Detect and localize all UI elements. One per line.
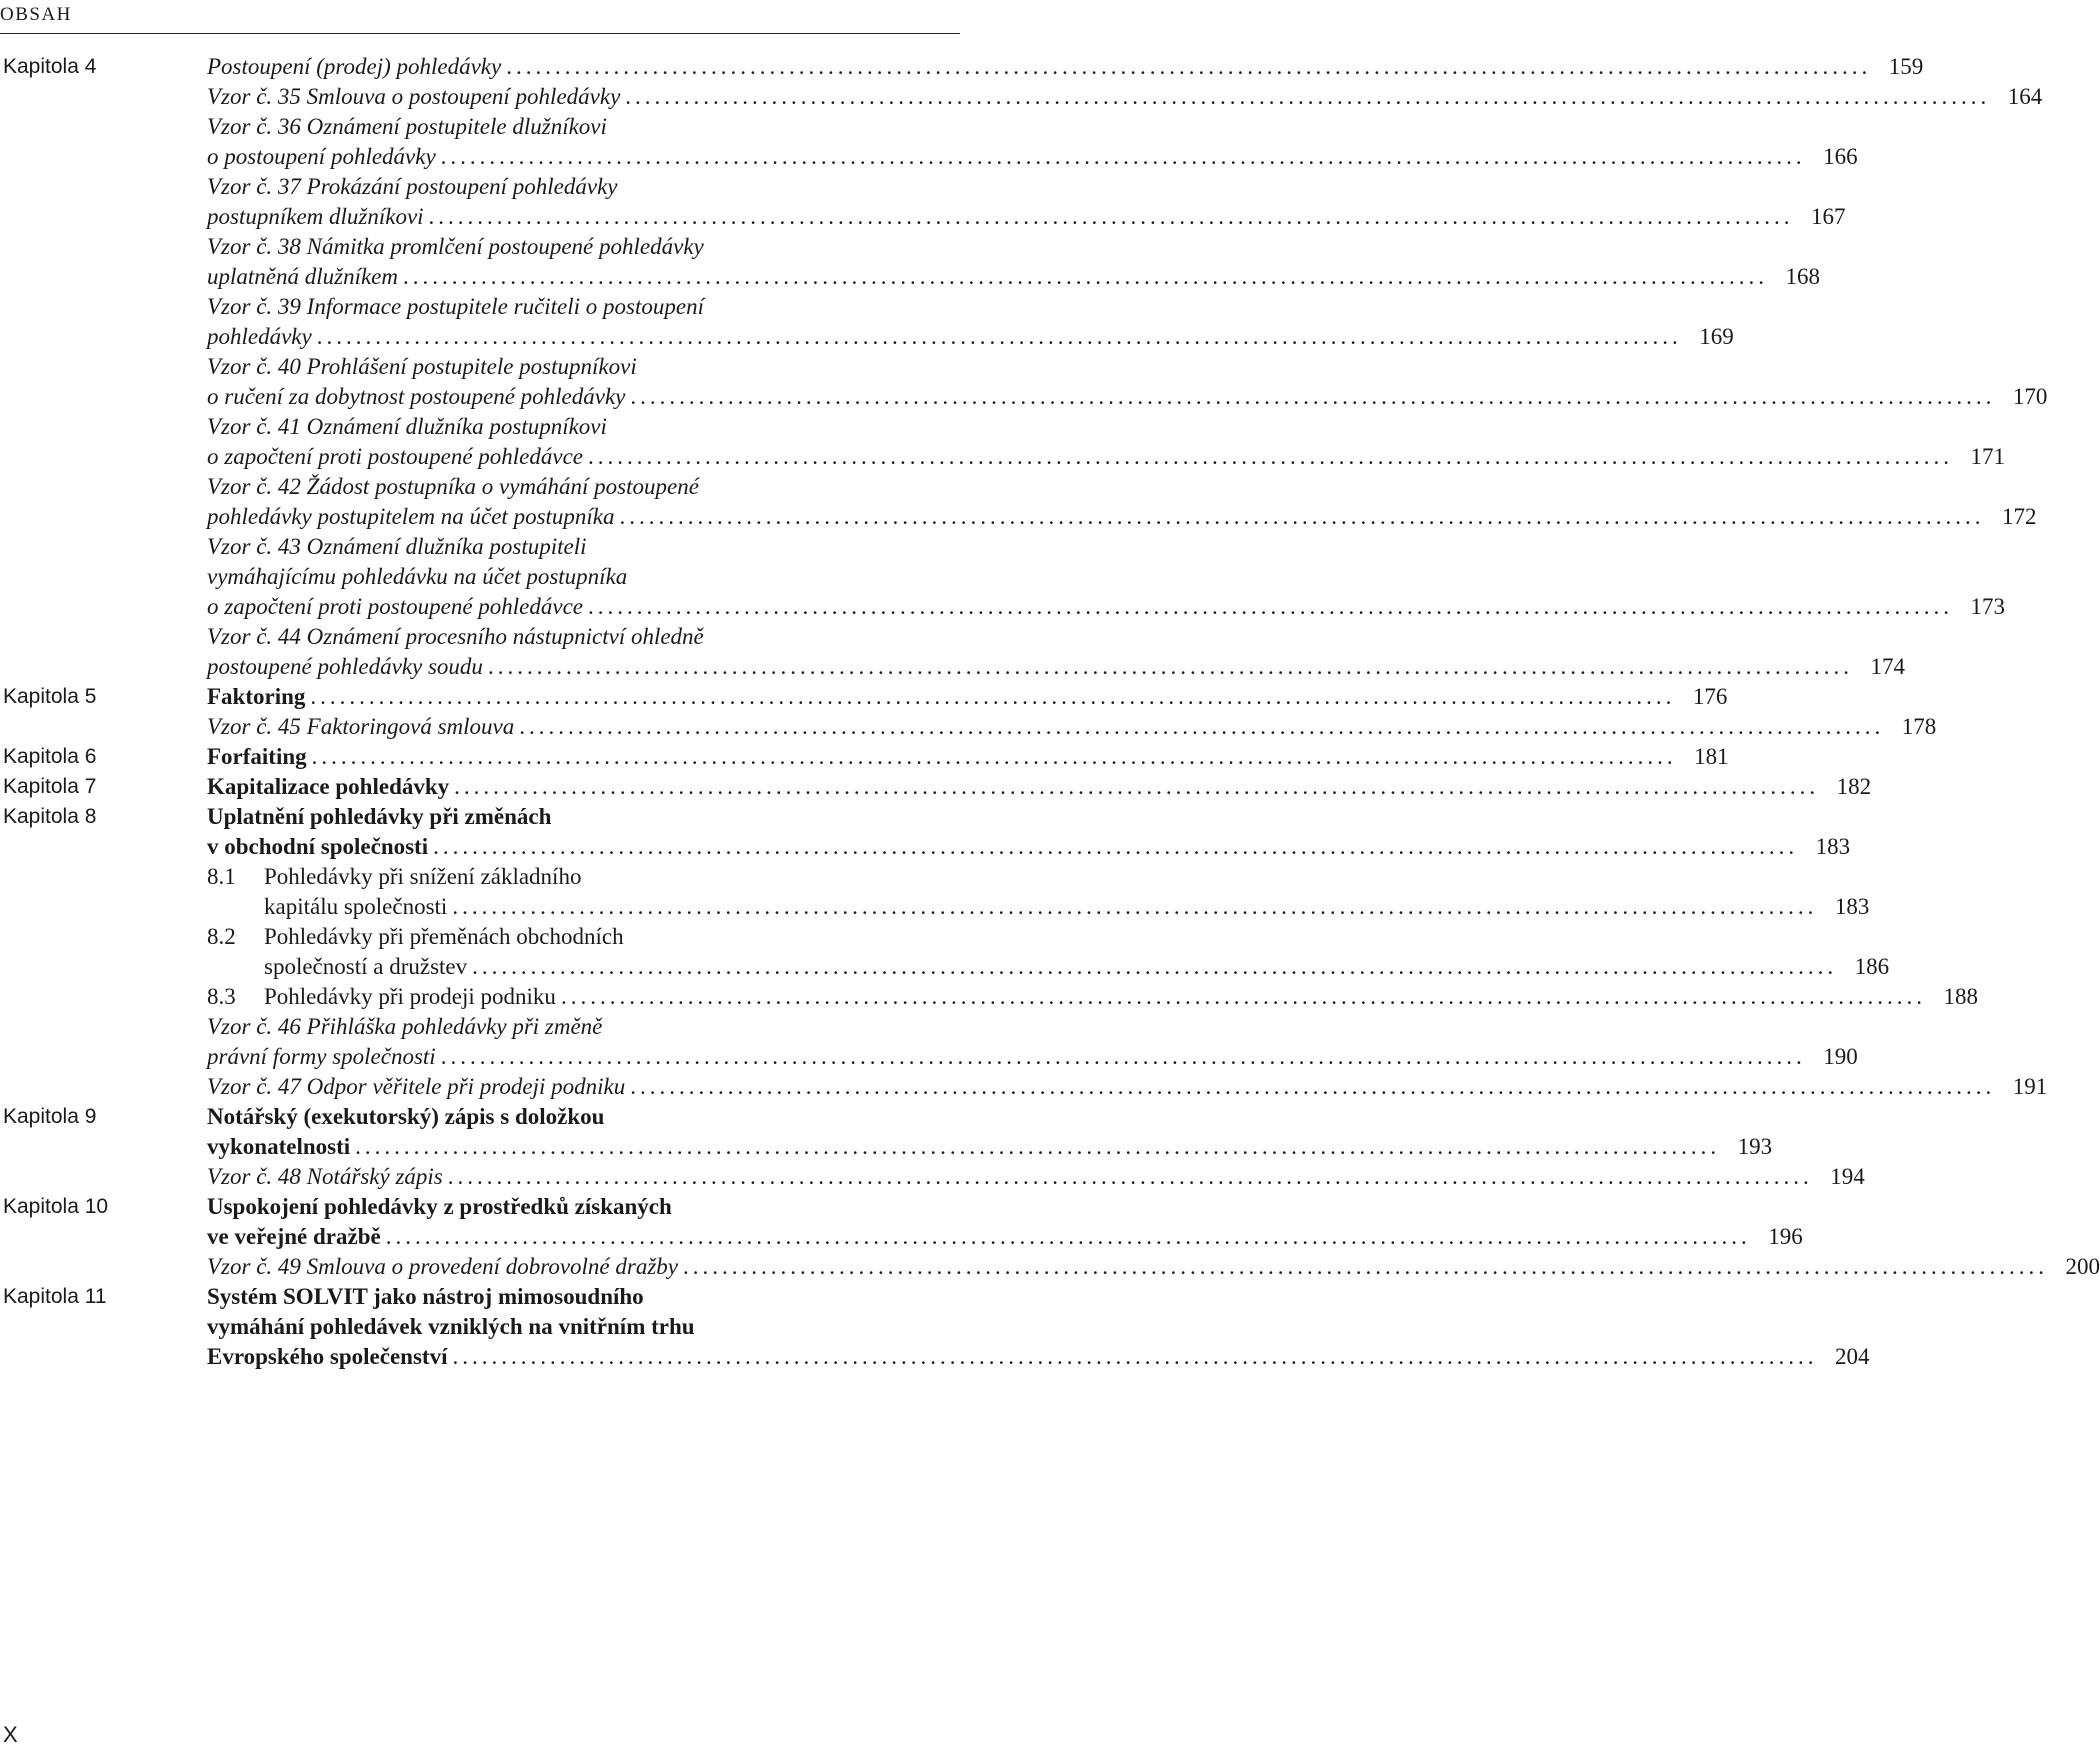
entry-title: vykonatelnosti [207, 1134, 351, 1159]
dot-leader: ............................................................................................................................................ [385, 1224, 1751, 1249]
entry-title: postupníkem dlužníkovi [207, 204, 424, 229]
entry-title: společností a družstev [264, 954, 468, 979]
entry-title: Vzor č. 49 Smlouva o provedení dobrovolné dražby [207, 1254, 678, 1279]
toc-entry[interactable] [0, 742, 1729, 772]
dot-leader: ............................................................................................................................................ [311, 744, 1677, 769]
entry-title-line: Vzor č. 46 Přihláška pohledávky při změně [207, 1014, 603, 1039]
entry-title: postoupené pohledávky soudu [207, 654, 483, 679]
entry-title: o postoupení pohledávky [207, 144, 436, 169]
entry-title: ve veřejné dražbě [207, 1224, 381, 1249]
dot-leader: ............................................................................................................................................ [440, 1044, 1806, 1069]
entry-title-line: Vzor č. 41 Oznámení dlužníka postupníkovi [207, 414, 607, 439]
entry-title: Kapitalizace pohledávky [207, 774, 450, 799]
entry-title: Vzor č. 35 Smlouva o postoupení pohledávky [207, 84, 621, 109]
page-number-ref: 171 [1970, 444, 2006, 469]
dot-leader: ............................................................................................................................................ [433, 834, 1799, 859]
chapter-label: Kapitola 5 [3, 685, 97, 708]
page-number-ref: 204 [1834, 1344, 1870, 1369]
entry-title-line: Vzor č. 36 Oznámení postupitele dlužníkovi [207, 114, 607, 139]
dot-leader: ............................................................................................................................................ [447, 1164, 1813, 1189]
toc-entry[interactable] [0, 712, 1937, 742]
section-number: 8.1 [207, 864, 236, 889]
entry-title: Evropského společenství [207, 1344, 448, 1369]
dot-leader: ............................................................................................................................................ [452, 1344, 1818, 1369]
toc-entry[interactable] [0, 82, 2043, 112]
page-number-ref: 196 [1768, 1224, 1803, 1249]
dot-leader: ............................................................................................................................................ [619, 504, 1985, 529]
toc-entry[interactable] [0, 772, 1872, 802]
chapter-label: Kapitola 8 [3, 805, 97, 828]
entry-title: Pohledávky při prodeji podniku [264, 984, 556, 1009]
page-number-ref: 168 [1785, 264, 1820, 289]
dot-leader: ............................................................................................................................................ [487, 654, 1853, 679]
entry-title-line: Notářský (exekutorský) zápis s doložkou [207, 1104, 605, 1129]
section-number: 8.2 [207, 924, 236, 949]
header-rule [0, 33, 960, 34]
toc-entry[interactable] [0, 172, 1846, 232]
page-number-ref: 164 [2007, 84, 2043, 109]
toc-entry[interactable] [0, 1252, 2100, 1282]
entry-title-line: vymáhajícímu pohledávku na účet postupníka [207, 564, 628, 589]
entry-title-line: Vzor č. 39 Informace postupitele ručiteli o postoupení [207, 294, 704, 319]
dot-leader: ............................................................................................................................................ [316, 324, 1682, 349]
toc-entry[interactable] [0, 472, 2037, 532]
entry-title-line: Vzor č. 38 Námitka promlčení postoupené pohledávky [207, 234, 704, 259]
toc-entry[interactable] [0, 922, 1890, 982]
entry-title: o započtení proti postoupené pohledávce [207, 594, 584, 619]
page-number-ref: 191 [2012, 1074, 2048, 1099]
entry-title-line: Systém SOLVIT jako nástroj mimosoudního [207, 1284, 644, 1309]
entry-title-line: vymáhání pohledávek vzniklých na vnitřním trhu [207, 1314, 695, 1339]
toc-entry[interactable] [0, 622, 1905, 682]
entry-title-line: Vzor č. 43 Oznámení dlužníka postupiteli [207, 534, 587, 559]
dot-leader: ............................................................................................................................................ [454, 774, 1820, 799]
chapter-label: Kapitola 6 [3, 745, 97, 768]
page-number-ref: 181 [1694, 744, 1729, 769]
entry-title: právní formy společnosti [207, 1044, 436, 1069]
entry-title-line: Pohledávky při snížení základního [264, 864, 582, 889]
chapter-label: Kapitola 7 [3, 775, 97, 798]
page-number-ref: 200 [2065, 1254, 2100, 1279]
page-number-ref: 172 [2002, 504, 2037, 529]
page-number-ref: 188 [1943, 984, 1978, 1009]
dot-leader: ............................................................................................................................................ [625, 84, 1991, 109]
page-number-ref: 178 [1901, 714, 1937, 739]
toc-entry[interactable] [0, 292, 1734, 352]
entry-title-line: Vzor č. 40 Prohlášení postupitele postupníkovi [207, 354, 637, 379]
page-number-ref: 186 [1854, 954, 1890, 979]
page-number-ref: 193 [1737, 1134, 1773, 1159]
page-number-ref: 167 [1811, 204, 1846, 229]
toc-entry[interactable] [0, 1282, 1870, 1372]
toc-entry[interactable] [0, 352, 2048, 412]
dot-leader: ............................................................................................................................................ [310, 684, 1676, 709]
page-number-ref: 173 [1970, 594, 2006, 619]
dot-leader: ............................................................................................................................................ [452, 894, 1818, 919]
toc-entry[interactable] [0, 412, 2006, 472]
dot-leader: ............................................................................................................................................ [630, 1074, 1996, 1099]
dot-leader: ............................................................................................................................................ [588, 594, 1954, 619]
dot-leader: ............................................................................................................................................ [403, 264, 1768, 289]
entry-title: Forfaiting [207, 744, 307, 769]
toc-entry[interactable] [0, 1072, 2048, 1102]
page-number: X [3, 1722, 18, 1747]
page-number-ref: 194 [1830, 1164, 1865, 1189]
toc-entry[interactable] [0, 802, 1851, 862]
toc-entry[interactable] [0, 532, 2006, 622]
toc-entry[interactable] [0, 52, 1924, 82]
page-number-ref: 169 [1699, 324, 1734, 349]
page-number-ref: 183 [1834, 894, 1870, 919]
page-number-ref: 170 [2012, 384, 2048, 409]
entry-title-line: Vzor č. 44 Oznámení procesního nástupnictví ohledně [207, 624, 704, 649]
page-number-ref: 174 [1870, 654, 1905, 679]
dot-leader: ............................................................................................................................................ [588, 444, 1954, 469]
entry-title: v obchodní společnosti [207, 834, 429, 859]
entry-title: uplatněná dlužníkem [207, 264, 398, 289]
table-of-contents [0, 52, 2100, 1372]
page-number-ref: 182 [1836, 774, 1872, 799]
toc-entry[interactable] [0, 232, 1820, 292]
entry-title-line: Pohledávky při přeměnách obchodních [264, 924, 624, 949]
entry-title-line: Vzor č. 37 Prokázání postoupení pohledávky [207, 174, 618, 199]
toc-entry[interactable] [0, 1162, 1865, 1192]
toc-entry[interactable] [0, 1102, 1773, 1162]
dot-leader: ............................................................................................................................................ [440, 144, 1806, 169]
dot-leader: ............................................................................................................................................ [355, 1134, 1721, 1159]
page-number-ref: 159 [1888, 54, 1924, 79]
dot-leader: ............................................................................................................................................ [428, 204, 1794, 229]
toc-entry[interactable] [0, 982, 1978, 1012]
entry-title: Vzor č. 45 Faktoringová smlouva [207, 714, 515, 739]
toc-entry[interactable] [0, 112, 1858, 172]
page-number-ref: 183 [1815, 834, 1851, 859]
entry-title: o ručení za dobytnost postoupené pohledávky [207, 384, 626, 409]
dot-leader: ............................................................................................................................................ [630, 384, 1996, 409]
toc-entry[interactable] [0, 1012, 1858, 1072]
chapter-label: Kapitola 4 [3, 55, 97, 78]
dot-leader: ............................................................................................................................................ [683, 1254, 2048, 1279]
toc-entry[interactable] [0, 1192, 1803, 1252]
dot-leader: ............................................................................................................................................ [560, 984, 1926, 1009]
entry-title: Vzor č. 47 Odpor věřitele při prodeji podniku [207, 1074, 626, 1099]
chapter-label: Kapitola 9 [3, 1105, 97, 1128]
entry-title: o započtení proti postoupené pohledávce [207, 444, 584, 469]
entry-title: Faktoring [207, 684, 306, 709]
dot-leader: ............................................................................................................................................ [472, 954, 1838, 979]
entry-title: pohledávky [207, 324, 312, 349]
entry-title-line: Uplatnění pohledávky při změnách [207, 804, 552, 829]
toc-entry[interactable] [0, 682, 1728, 712]
entry-title-line: Uspokojení pohledávky z prostředků získaných [207, 1194, 672, 1219]
dot-leader: ............................................................................................................................................ [506, 54, 1872, 79]
toc-entry[interactable] [0, 862, 1870, 922]
entry-title: kapitálu společnosti [264, 894, 448, 919]
entry-title: Postoupení (prodej) pohledávky [207, 54, 502, 79]
chapter-label: Kapitola 11 [3, 1285, 107, 1308]
page-header: OBSAH [0, 4, 72, 25]
chapter-label: Kapitola 10 [3, 1195, 109, 1218]
entry-title: Vzor č. 48 Notářský zápis [207, 1164, 443, 1189]
entry-title-line: Vzor č. 42 Žádost postupníka o vymáhání postoupené [207, 474, 699, 499]
page-number-ref: 176 [1692, 684, 1728, 709]
page-number-ref: 166 [1823, 144, 1858, 169]
dot-leader: ............................................................................................................................................ [519, 714, 1885, 739]
page-number-ref: 190 [1823, 1044, 1858, 1069]
entry-title: pohledávky postupitelem na účet postupníka [207, 504, 615, 529]
section-number: 8.3 [207, 984, 236, 1009]
